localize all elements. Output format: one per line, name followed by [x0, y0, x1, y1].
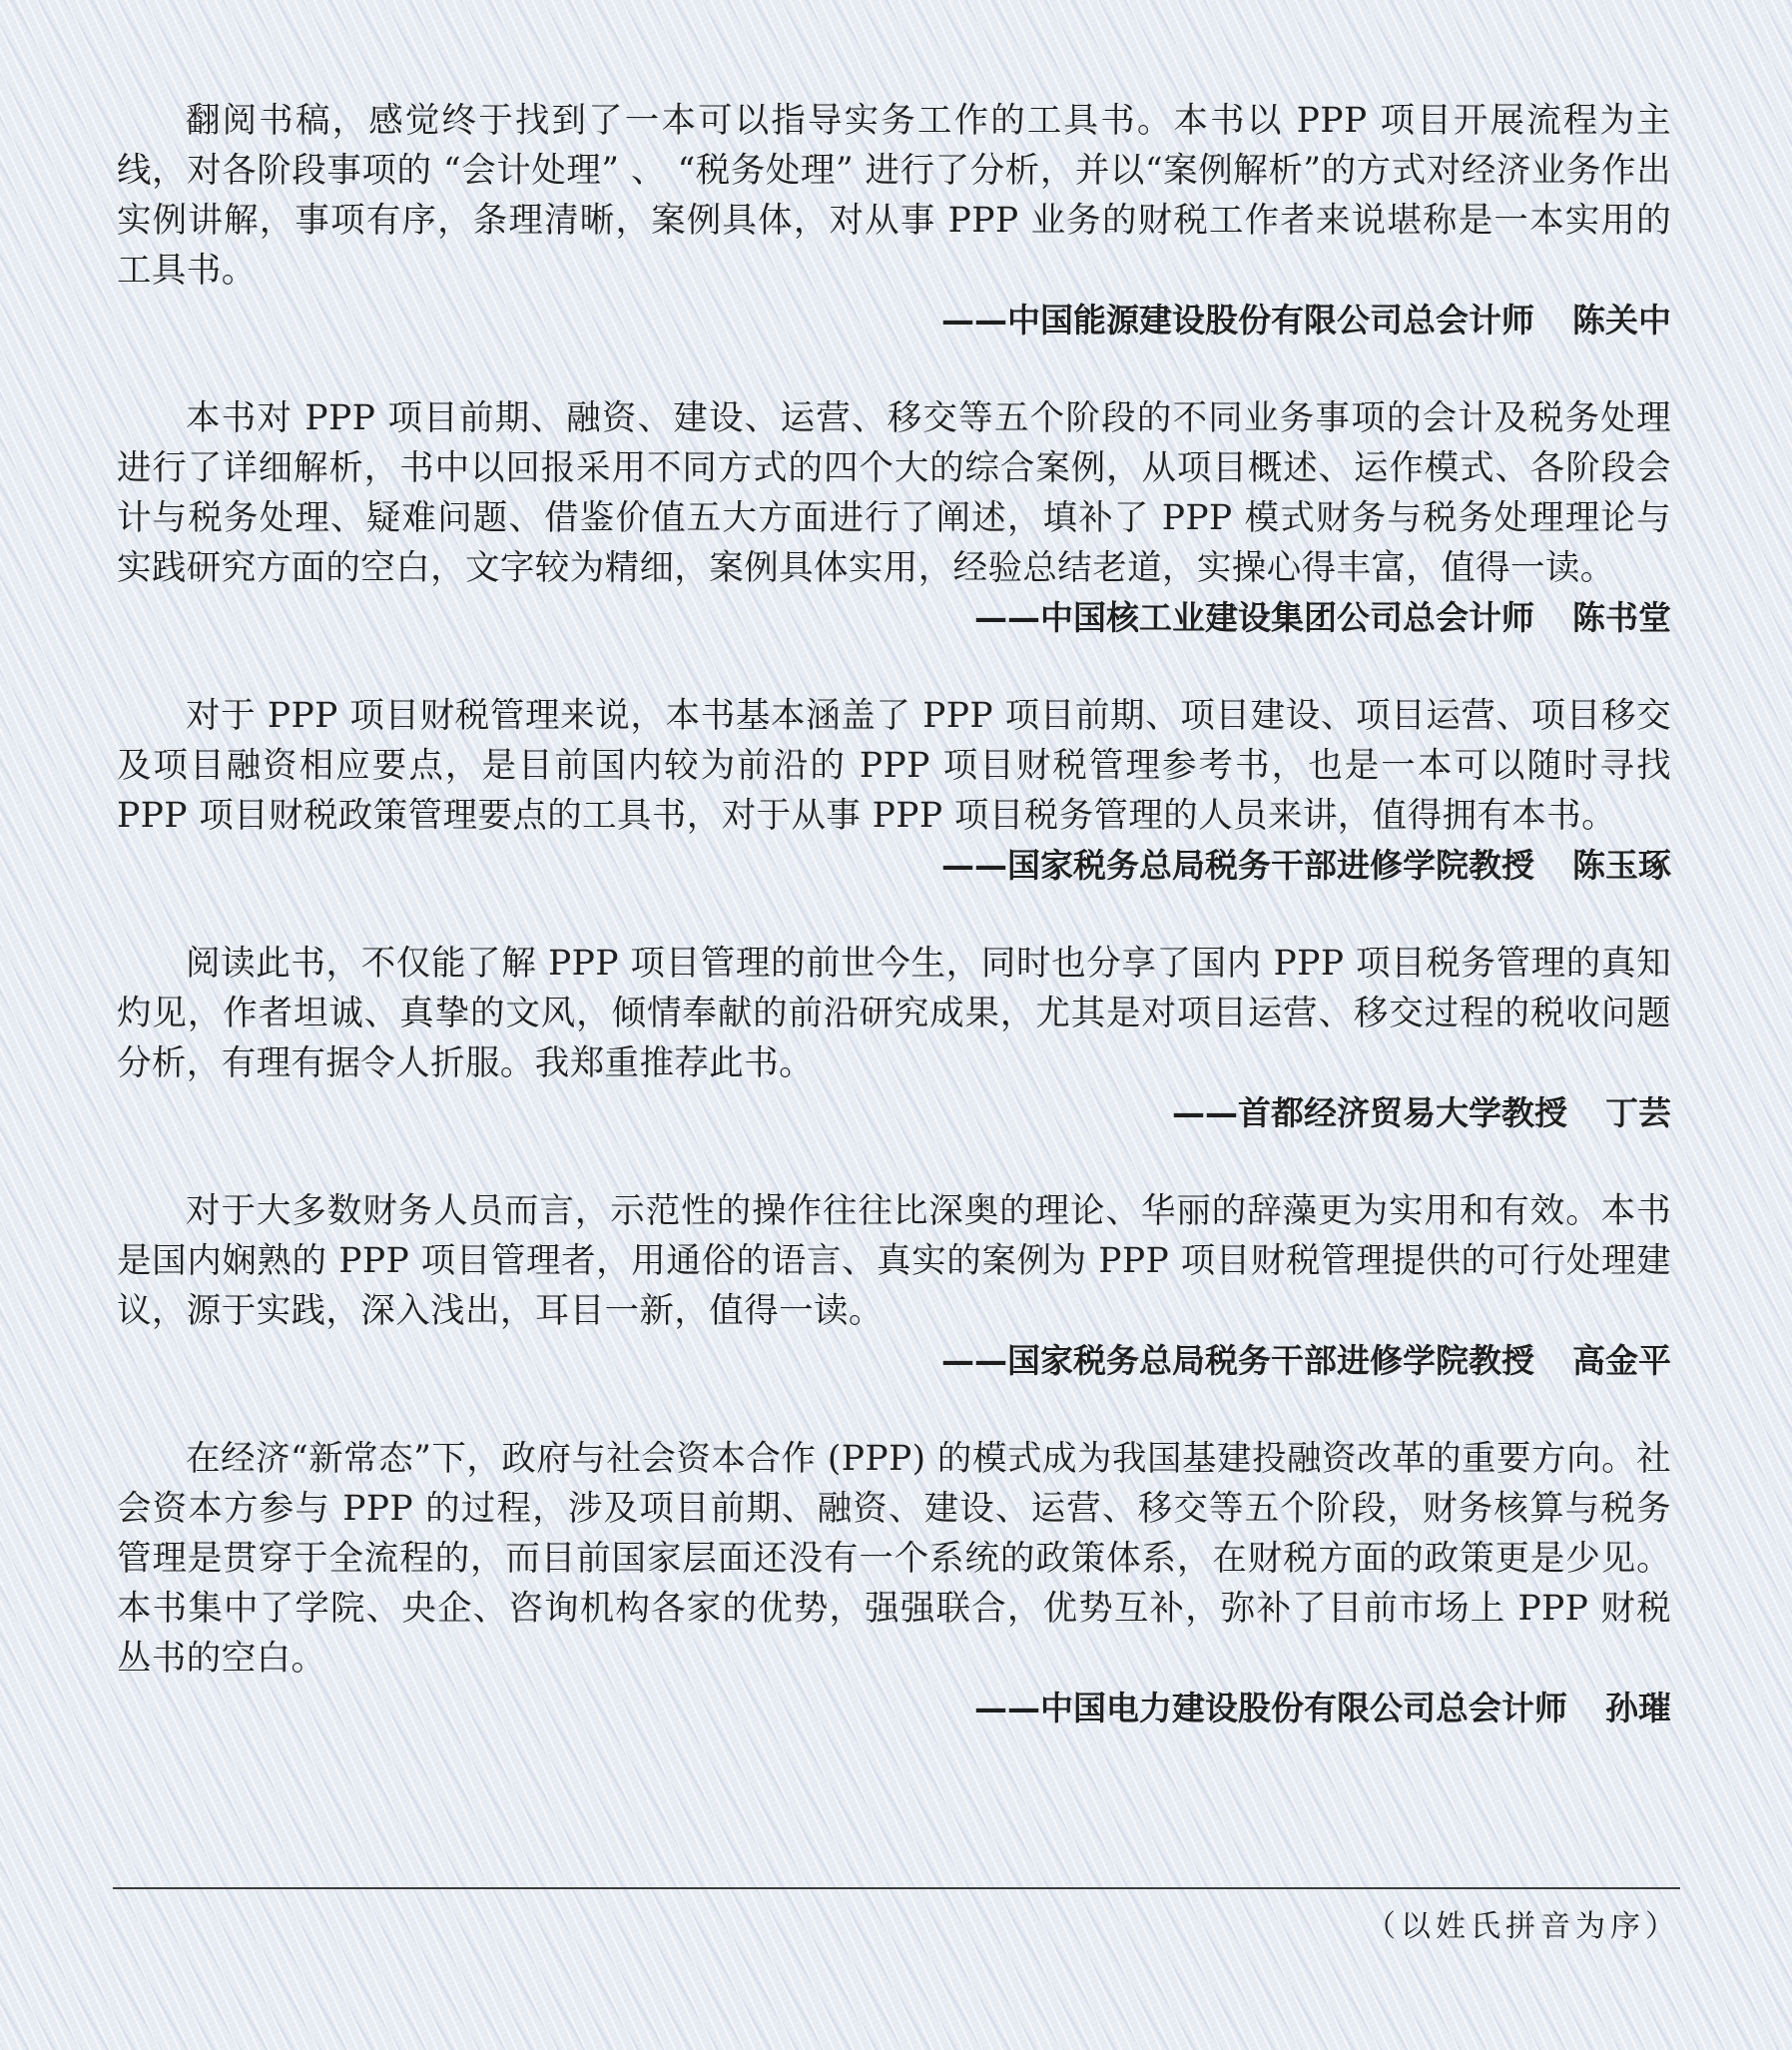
section-gap: [117, 1386, 1671, 1434]
endorser-name: 陈关中: [1572, 301, 1671, 340]
endorsement-text: 对于 PPP 项目财税管理来说，本书基本涵盖了 PPP 项目前期、项目建设、项目运营、项目移交及项目融资相应要点，是目前国内较为前沿的 PPP 项目财税管理参考书，也是一本可以随时寻找 PPP 项目财税政策管理要点的工具书，对于从事 PPP 项目税务管理的人员来讲，值得拥有本书。: [117, 696, 1671, 836]
endorser-name: 高金平: [1572, 1341, 1671, 1380]
endorsement-attribution: [117, 1088, 1671, 1138]
endorsement-attribution: [117, 593, 1671, 643]
endorsement-attribution: [117, 841, 1671, 891]
endorsement-text: 翻阅书稿，感觉终于找到了一本可以指导实务工作的工具书。本书以 PPP 项目开展流程为主线，对各阶段事项的 “会计处理” 、 “税务处理” 进行了分析，并以“案例解析”的方式对经济业务作出实例讲解，事项有序，条理清晰，案例具体，对从事 PPP 业务的财税工作者来说堪称是一本实用的工具书。: [117, 101, 1671, 291]
section-gap: [117, 643, 1671, 691]
section-gap: [117, 345, 1671, 393]
endorser-organization: ——中国核工业建设集团公司总会计师: [974, 598, 1534, 637]
endorsement-attribution: [117, 296, 1671, 345]
endorser-organization: ——中国电力建设股份有限公司总会计师: [974, 1689, 1567, 1727]
endorsements-section: [117, 96, 1671, 1733]
order-note: （以姓氏拼音为序）: [1366, 1909, 1680, 1944]
endorser-name: 丁芸: [1605, 1093, 1671, 1132]
endorsement-attribution: [117, 1684, 1671, 1733]
endorsement-attribution: [117, 1336, 1671, 1386]
endorsement-text: 对于大多数财务人员而言，示范性的操作往往比深奥的理论、华丽的辞藻更为实用和有效。本书是国内娴熟的 PPP 项目管理者，用通俗的语言、真实的案例为 PPP 项目财税管理提供的可行处理建议，源于实践，深入浅出，耳目一新，值得一读。: [117, 1191, 1671, 1331]
footer-divider: [113, 1887, 1680, 1889]
endorsement-text: 本书对 PPP 项目前期、融资、建设、运营、移交等五个阶段的不同业务事项的会计及税务处理进行了详细解析，书中以回报采用不同方式的四个大的综合案例，从项目概述、运作模式、各阶段会计与税务处理、疑难问题、借鉴价值五大方面进行了阐述，填补了 PPP 模式财务与税务处理理论与实践研究方面的空白，文字较为精细，案例具体实用，经验总结老道，实操心得丰富，值得一读。: [117, 398, 1671, 588]
endorsement-text: 阅读此书，不仅能了解 PPP 项目管理的前世今生，同时也分享了国内 PPP 项目税务管理的真知灼见，作者坦诚、真挚的文风，倾情奉献的前沿研究成果，尤其是对项目运营、移交过程的税收问题分析，有理有据令人折服。我郑重推荐此书。: [117, 944, 1671, 1083]
section-gap: [117, 1138, 1671, 1186]
endorsement-text: 在经济“新常态”下，政府与社会资本合作 (PPP) 的模式成为我国基建投融资改革的重要方向。社会资本方参与 PPP 的过程，涉及项目前期、融资、建设、运营、移交等五个阶段，财务核算与税务管理是贯穿于全流程的，而目前国家层面还没有一个系统的政策体系，在财税方面的政策更是少见。本书集中了学院、央企、咨询机构各家的优势，强强联合，优势互补，弥补了目前市场上 PPP 财税丛书的空白。: [117, 1439, 1671, 1679]
endorser-name: 陈玉琢: [1572, 846, 1671, 885]
endorser-name: 陈书堂: [1572, 598, 1671, 637]
endorser-organization: ——国家税务总局税务干部进修学院教授: [941, 846, 1534, 885]
endorser-organization: ——中国能源建设股份有限公司总会计师: [941, 301, 1534, 340]
section-gap: [117, 891, 1671, 939]
endorser-name: 孙璀: [1605, 1689, 1671, 1727]
endorser-organization: ——首都经济贸易大学教授: [1172, 1093, 1567, 1132]
endorser-organization: ——国家税务总局税务干部进修学院教授: [941, 1341, 1534, 1380]
